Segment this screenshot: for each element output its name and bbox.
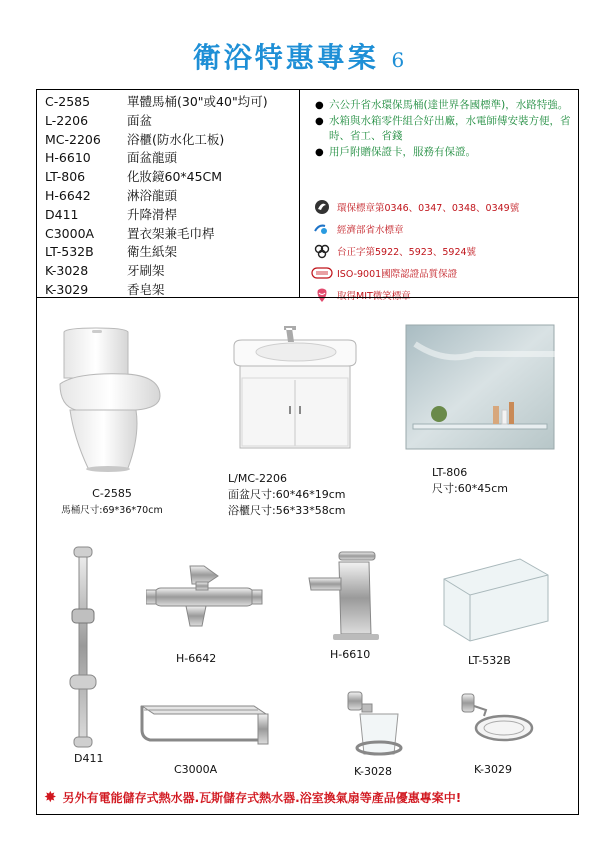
page-title	[0, 36, 600, 76]
product-name: 香皂架	[127, 281, 165, 297]
list-item	[45, 131, 295, 150]
basin-caption	[228, 472, 345, 518]
list-item	[45, 206, 295, 225]
product-code: L-2206	[45, 112, 89, 128]
certification-list	[311, 196, 573, 306]
feature-item	[315, 114, 575, 145]
product-name: 面盆龍頭	[127, 150, 178, 166]
patent-mark-icon	[311, 243, 333, 259]
list-item	[45, 262, 295, 281]
cert-text: ISO-9001國際認證品質保證	[337, 269, 458, 280]
list-item	[45, 168, 295, 187]
towel-rack-image	[138, 700, 270, 752]
product-name: 浴櫃(防水化工板)	[127, 131, 225, 147]
list-item	[45, 225, 295, 244]
cert-item	[311, 218, 573, 240]
product-code: D411	[45, 206, 79, 222]
shower-faucet-code: H-6642	[176, 652, 217, 665]
product-name: 化妝鏡60*45CM	[127, 169, 223, 185]
product-name: 衛生紙架	[127, 244, 178, 260]
product-code: LT-532B	[45, 244, 94, 260]
cert-item	[311, 240, 573, 262]
mirror-caption	[432, 466, 508, 496]
toilet-code: C-2585	[92, 487, 132, 500]
toothbrush-holder-image	[344, 688, 404, 768]
product-list	[45, 93, 295, 300]
mirror-image	[405, 324, 555, 452]
toilet-size: 馬桶尺寸:69*36*70cm	[61, 505, 163, 516]
bullet-icon: ●	[315, 115, 324, 127]
list-item	[45, 93, 295, 112]
list-item	[45, 243, 295, 262]
star-icon: ✸	[44, 788, 57, 806]
shower-faucet-image	[146, 560, 266, 640]
product-name: 牙刷架	[127, 263, 165, 279]
mirror-size: 尺寸:60*45cm	[432, 482, 508, 495]
eco-label-icon	[311, 199, 333, 215]
basin-faucet-image	[303, 548, 383, 642]
product-code: C-2585	[45, 94, 91, 109]
paper-holder-image	[440, 555, 552, 643]
product-summary-box	[36, 89, 579, 302]
iso-9001-icon	[311, 265, 333, 281]
bullet-icon: ●	[315, 146, 324, 158]
title-number: 6	[391, 48, 408, 72]
feature-item	[315, 98, 575, 114]
mirror-code: LT-806	[432, 466, 468, 479]
product-name: 淋浴龍頭	[127, 187, 178, 203]
basin-code: L/MC-2206	[228, 472, 287, 485]
list-item	[45, 149, 295, 168]
cert-text: 取得MIT微笑標章	[337, 291, 411, 302]
cert-item	[311, 196, 573, 218]
bullet-icon: ●	[315, 100, 324, 111]
title-text: 衛浴特惠專案	[192, 41, 379, 74]
product-code: K-3028	[45, 263, 89, 279]
column-divider	[299, 90, 300, 297]
promo-footer	[44, 788, 584, 806]
basin-size: 面盆尺寸:60*46*19cm	[228, 488, 346, 501]
product-name: 面盆	[127, 112, 153, 128]
product-code: MC-2206	[45, 131, 101, 147]
feature-item	[315, 145, 575, 161]
cert-text: 台正字第5922、5923、5924號	[337, 247, 477, 258]
list-item	[45, 112, 295, 131]
feature-list	[315, 98, 575, 160]
basin-cabinet-image	[230, 322, 360, 452]
feature-text: 六公升省水環保馬桶(達世界各國標準)，水路特強。	[329, 99, 569, 111]
toilet-caption	[52, 487, 172, 518]
slide-bar-image	[68, 545, 98, 750]
soap-holder-image	[458, 690, 538, 752]
cert-text: 環保標章第0346、0347、0348、0349號	[337, 203, 520, 214]
toothbrush-holder-code: K-3028	[354, 765, 393, 778]
basin-faucet-code: H-6610	[330, 648, 371, 661]
product-name: 單體馬桶(30"或40"均可)	[127, 94, 268, 109]
water-saving-label-icon	[311, 221, 333, 237]
footer-text: 另外有電能儲存式熱水器.瓦斯儲存式熱水器.浴室換氣扇等產品優惠專案中!	[62, 790, 462, 805]
cert-item	[311, 262, 573, 284]
feature-text: 用戶附贈保證卡，服務有保證。	[329, 145, 476, 158]
soap-holder-code: K-3029	[474, 763, 513, 776]
product-code: H-6610	[45, 150, 91, 166]
product-code: LT-806	[45, 169, 86, 185]
product-name: 升降滑桿	[127, 206, 178, 222]
feature-text: 水箱與水箱零件組合好出廠，水電師傅安裝方便，省時、省工、省錢	[329, 114, 571, 142]
product-code: H-6642	[45, 187, 91, 203]
product-code: C3000A	[45, 225, 95, 241]
product-name: 置衣架兼毛巾桿	[127, 225, 215, 241]
cert-text: 經濟部省水標章	[337, 225, 404, 236]
towel-rack-code: C3000A	[174, 763, 218, 776]
paper-holder-code: LT-532B	[468, 654, 511, 667]
toilet-image	[56, 326, 166, 476]
list-item	[45, 187, 295, 206]
product-code: K-3029	[45, 281, 89, 297]
cabinet-size: 浴櫃尺寸:56*33*58cm	[228, 504, 346, 517]
slide-bar-code: D411	[74, 752, 104, 765]
